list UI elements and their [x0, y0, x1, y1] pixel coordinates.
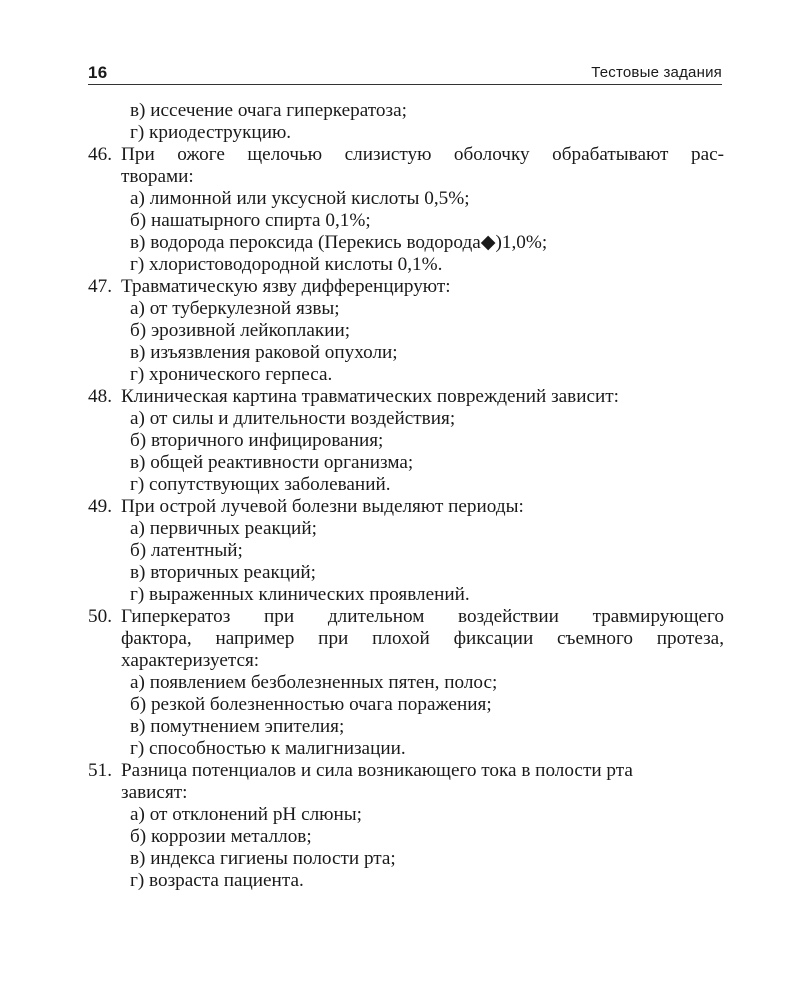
question-text: Разница потенциалов и сила возникающего тока в полости рта [121, 760, 633, 781]
question-47 [88, 276, 724, 298]
question-46 [88, 144, 724, 166]
answer-option: г) выраженных клинических проявлений. [130, 584, 470, 605]
answer-option: в) вторичных реакций; [130, 562, 316, 583]
question-number: 50. [88, 606, 112, 627]
question-number: 46. [88, 144, 112, 165]
question-50 [88, 606, 724, 628]
question-text: При ожоге щелочью слизистую оболочку обрабатывают рас- [121, 144, 724, 165]
question-text: Гиперкератоз при длительном воздействии травмирующего [121, 606, 724, 627]
question-number: 48. [88, 386, 112, 407]
question-text: творами: [121, 166, 194, 187]
answer-option: а) появлением безболезненных пятен, полос; [130, 672, 498, 693]
question-number: 51. [88, 760, 112, 781]
running-title: Тестовые задания [591, 64, 722, 81]
answer-option: г) возраста пациента. [130, 870, 304, 891]
answer-option: б) нашатырного спирта 0,1%; [130, 210, 371, 231]
question-text: зависят: [121, 782, 188, 803]
question-51 [88, 760, 724, 782]
question-number: 49. [88, 496, 112, 517]
answer-option: б) латентный; [130, 540, 243, 561]
question-49 [88, 496, 724, 518]
answer-option: а) от туберкулезной язвы; [130, 298, 340, 319]
answer-option: г) криодеструкцию. [130, 122, 292, 143]
answer-option: в) водорода пероксида (Перекись водорода◆)1,0%; [130, 232, 548, 253]
answer-option: г) способностью к малигнизации. [130, 738, 406, 759]
answer-option: а) лимонной или уксусной кислоты 0,5%; [130, 188, 470, 209]
question-number: 47. [88, 276, 112, 297]
question-text [88, 628, 724, 650]
question-48 [88, 386, 724, 408]
question-list [88, 100, 724, 892]
answer-option: г) хронического герпеса. [130, 364, 333, 385]
question-text-line: фактора, например при плохой фиксации съемного протеза, [121, 628, 724, 649]
question-text: При острой лучевой болезни выделяют периоды: [121, 496, 524, 517]
answer-option: а) от силы и длительности воздействия; [130, 408, 456, 429]
question-text: Травматическую язву дифференцируют: [121, 276, 451, 297]
answer-option: г) сопутствующих заболеваний. [130, 474, 391, 495]
answer-option: а) первичных реакций; [130, 518, 317, 539]
answer-option: в) общей реактивности организма; [130, 452, 414, 473]
answer-option: а) от отклонений рН слюны; [130, 804, 362, 825]
page-number: 16 [88, 63, 108, 82]
answer-option: б) вторичного инфицирования; [130, 430, 384, 451]
question-text: Клиническая картина травматических повреждений зависит: [121, 386, 620, 407]
answer-option: б) эрозивной лейкоплакии; [130, 320, 351, 341]
question-text: характеризуется: [121, 650, 260, 671]
answer-option: в) изъязвления раковой опухоли; [130, 342, 398, 363]
answer-option: в) помутнением эпителия; [130, 716, 345, 737]
answer-option: в) иссечение очага гиперкератоза; [130, 100, 407, 121]
answer-option: б) коррозии металлов; [130, 826, 312, 847]
answer-option: г) хлористоводородной кислоты 0,1%. [130, 254, 443, 275]
answer-option: в) индекса гигиены полости рта; [130, 848, 396, 869]
answer-option: б) резкой болезненностью очага поражения; [130, 694, 492, 715]
page-header [88, 60, 722, 85]
